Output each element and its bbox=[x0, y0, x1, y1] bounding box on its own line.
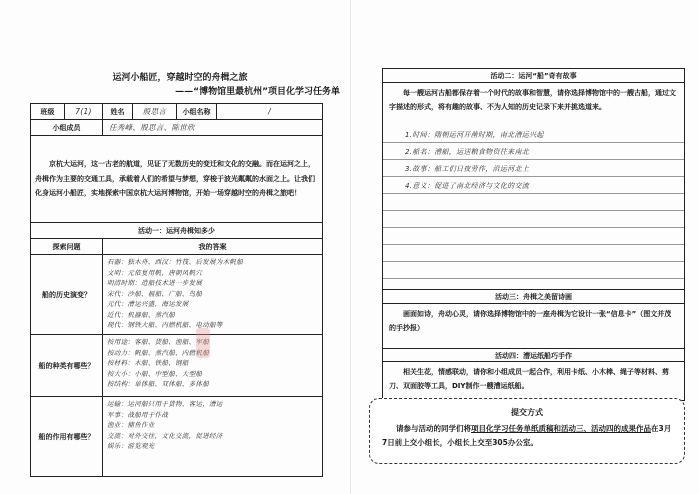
answer-functions bbox=[103, 397, 323, 477]
group-name-label: 小组名称 bbox=[177, 104, 217, 120]
activity2-title: 活动二：运河“船”奇有故事 bbox=[383, 69, 684, 83]
submission-instructions bbox=[370, 418, 684, 454]
answer-types bbox=[103, 335, 323, 397]
answer-line: 按用途：客船、货船、渔船、军船 bbox=[107, 338, 209, 346]
answer-line: 交流：对外交往，文化交流，促进经济 bbox=[107, 431, 223, 440]
story-line bbox=[383, 265, 684, 279]
answer-line: 石器：独木舟、西汉：竹筏、后发展为木帆船 bbox=[107, 258, 243, 266]
story-lines bbox=[383, 129, 684, 287]
story-line bbox=[383, 214, 684, 228]
class-label: 班级 bbox=[31, 104, 65, 120]
answer-line: 按动力：帆船、蒸汽船、内燃机船 bbox=[107, 348, 209, 357]
answer-line: 军事：战船用于作战 bbox=[107, 410, 169, 419]
activity3-title: 活动三：舟楫之美留诗画 bbox=[383, 290, 684, 304]
activity4-description: 相关生花，情感联动，请你和小组成员一起合作，利用卡纸、小木棒、绳子等材料、剪刀、双面胶等工具，DIY制作一艘漕运纸船。 bbox=[389, 368, 669, 390]
answer-line: 运输：运河船只用于货物、客运、漕运 bbox=[107, 400, 223, 408]
answer-line: 明清时期：造船技术进一步发展 bbox=[107, 279, 203, 287]
question-types: 船的种类有哪些？ bbox=[31, 335, 103, 397]
activity1-title: 活动一：运河舟楫知多少 bbox=[31, 223, 323, 239]
name-label: 姓名 bbox=[103, 104, 133, 120]
members-label: 小组成员 bbox=[31, 120, 103, 136]
answer-line: 按材料：木船、铁船、钢船 bbox=[107, 359, 189, 367]
answer-line: 近代：机器船、蒸汽船 bbox=[107, 310, 175, 319]
submission-title: 提交方式 bbox=[511, 408, 543, 417]
submission-text-end: 在3月7日前上交小组长，小组长上交至305办公室。 bbox=[382, 424, 672, 447]
worksheet-subtitle: ——“博物馆里最杭州”项目化学习任务单 bbox=[175, 87, 340, 97]
name-value: 殷思言 bbox=[133, 104, 177, 120]
answer-line: 娱乐：游览观光 bbox=[107, 442, 155, 450]
activity3-description: 画面如诗，舟动心灵，请你选择博物馆中的一座舟楫为它设计一张“信息卡”（图文并茂的手抄报） bbox=[389, 310, 672, 332]
answer-line: 文明：元依复用帆，唐朝风帆穴 bbox=[107, 268, 203, 277]
answer-line: 按大小：小船、中型船、大型船 bbox=[107, 369, 203, 378]
answer-line: 元代：漕运兴盛，海运发展 bbox=[107, 300, 189, 308]
story-line bbox=[383, 231, 684, 245]
worksheet-title: 运河小船匠，穿越时空的舟楫之旅 bbox=[112, 73, 248, 83]
answer-column-header: 我的答案 bbox=[103, 239, 323, 255]
answer-history bbox=[103, 255, 323, 335]
class-value: 7(1) bbox=[65, 104, 103, 120]
intro-paragraph: 京杭大运河，这一古老的航道，见证了无数历史的变迁和文化的交融。而在运河之上，舟楫作为主要的交通工具，承载着人们的希望与梦想，穿梭于波光粼粼的水面之上。让我们化身运河小船匠，实地探索中国京杭大运河博物馆，开始一场穿越时空的舟楫之旅吧！ bbox=[31, 136, 323, 223]
answer-line: 按结构：单体船、双体船、多体船 bbox=[107, 380, 209, 388]
submission-text-underlined: 项目化学习任务单纸质稿和活动三、活动四的成果作品 bbox=[471, 424, 651, 433]
story-line: 2.船名：漕船，运送粮食物资往来南北 bbox=[383, 146, 684, 160]
story-line: 1.时间：隋朝运河开凿时期，南北漕运兴起 bbox=[383, 129, 684, 143]
story-line: 4.意义：促进了南北经济与文化的交流 bbox=[383, 180, 684, 194]
red-stamp-mark bbox=[196, 328, 210, 358]
activities-box bbox=[382, 68, 685, 401]
question-functions: 船的作用有哪些？ bbox=[31, 397, 103, 477]
story-line bbox=[383, 197, 684, 211]
submission-box bbox=[369, 398, 685, 464]
group-name-value: / bbox=[217, 104, 323, 120]
info-table bbox=[30, 103, 323, 477]
submission-text-start: 请参与活动的同学们将 bbox=[396, 424, 471, 433]
members-value: 任秀峰、殷思言、陈世欣 bbox=[103, 120, 323, 136]
activity4-title: 活动四：漕运纸船巧手作 bbox=[383, 348, 684, 362]
question-column-header: 探索问题 bbox=[31, 239, 103, 255]
story-line: 3.故事：船工们日夜劳作，沿运河北上 bbox=[383, 163, 684, 177]
answer-line: 渔业：捕鱼作业 bbox=[107, 421, 155, 429]
question-history: 船的历史演变？ bbox=[31, 255, 103, 335]
activity2-description: 每一艘运河古船都保存着一个时代的故事和智慧，请你选择博物馆中的一艘古船，通过文字描述的形式，将有趣的故事、不为人知的历史记录下来并挑选道来。 bbox=[389, 89, 676, 111]
answer-line: 现代：钢铁大船、内燃机船、电动船等 bbox=[107, 321, 223, 329]
answer-line: 宋代：沙船、福船、广船、鸟船 bbox=[107, 289, 203, 298]
story-line bbox=[383, 248, 684, 262]
